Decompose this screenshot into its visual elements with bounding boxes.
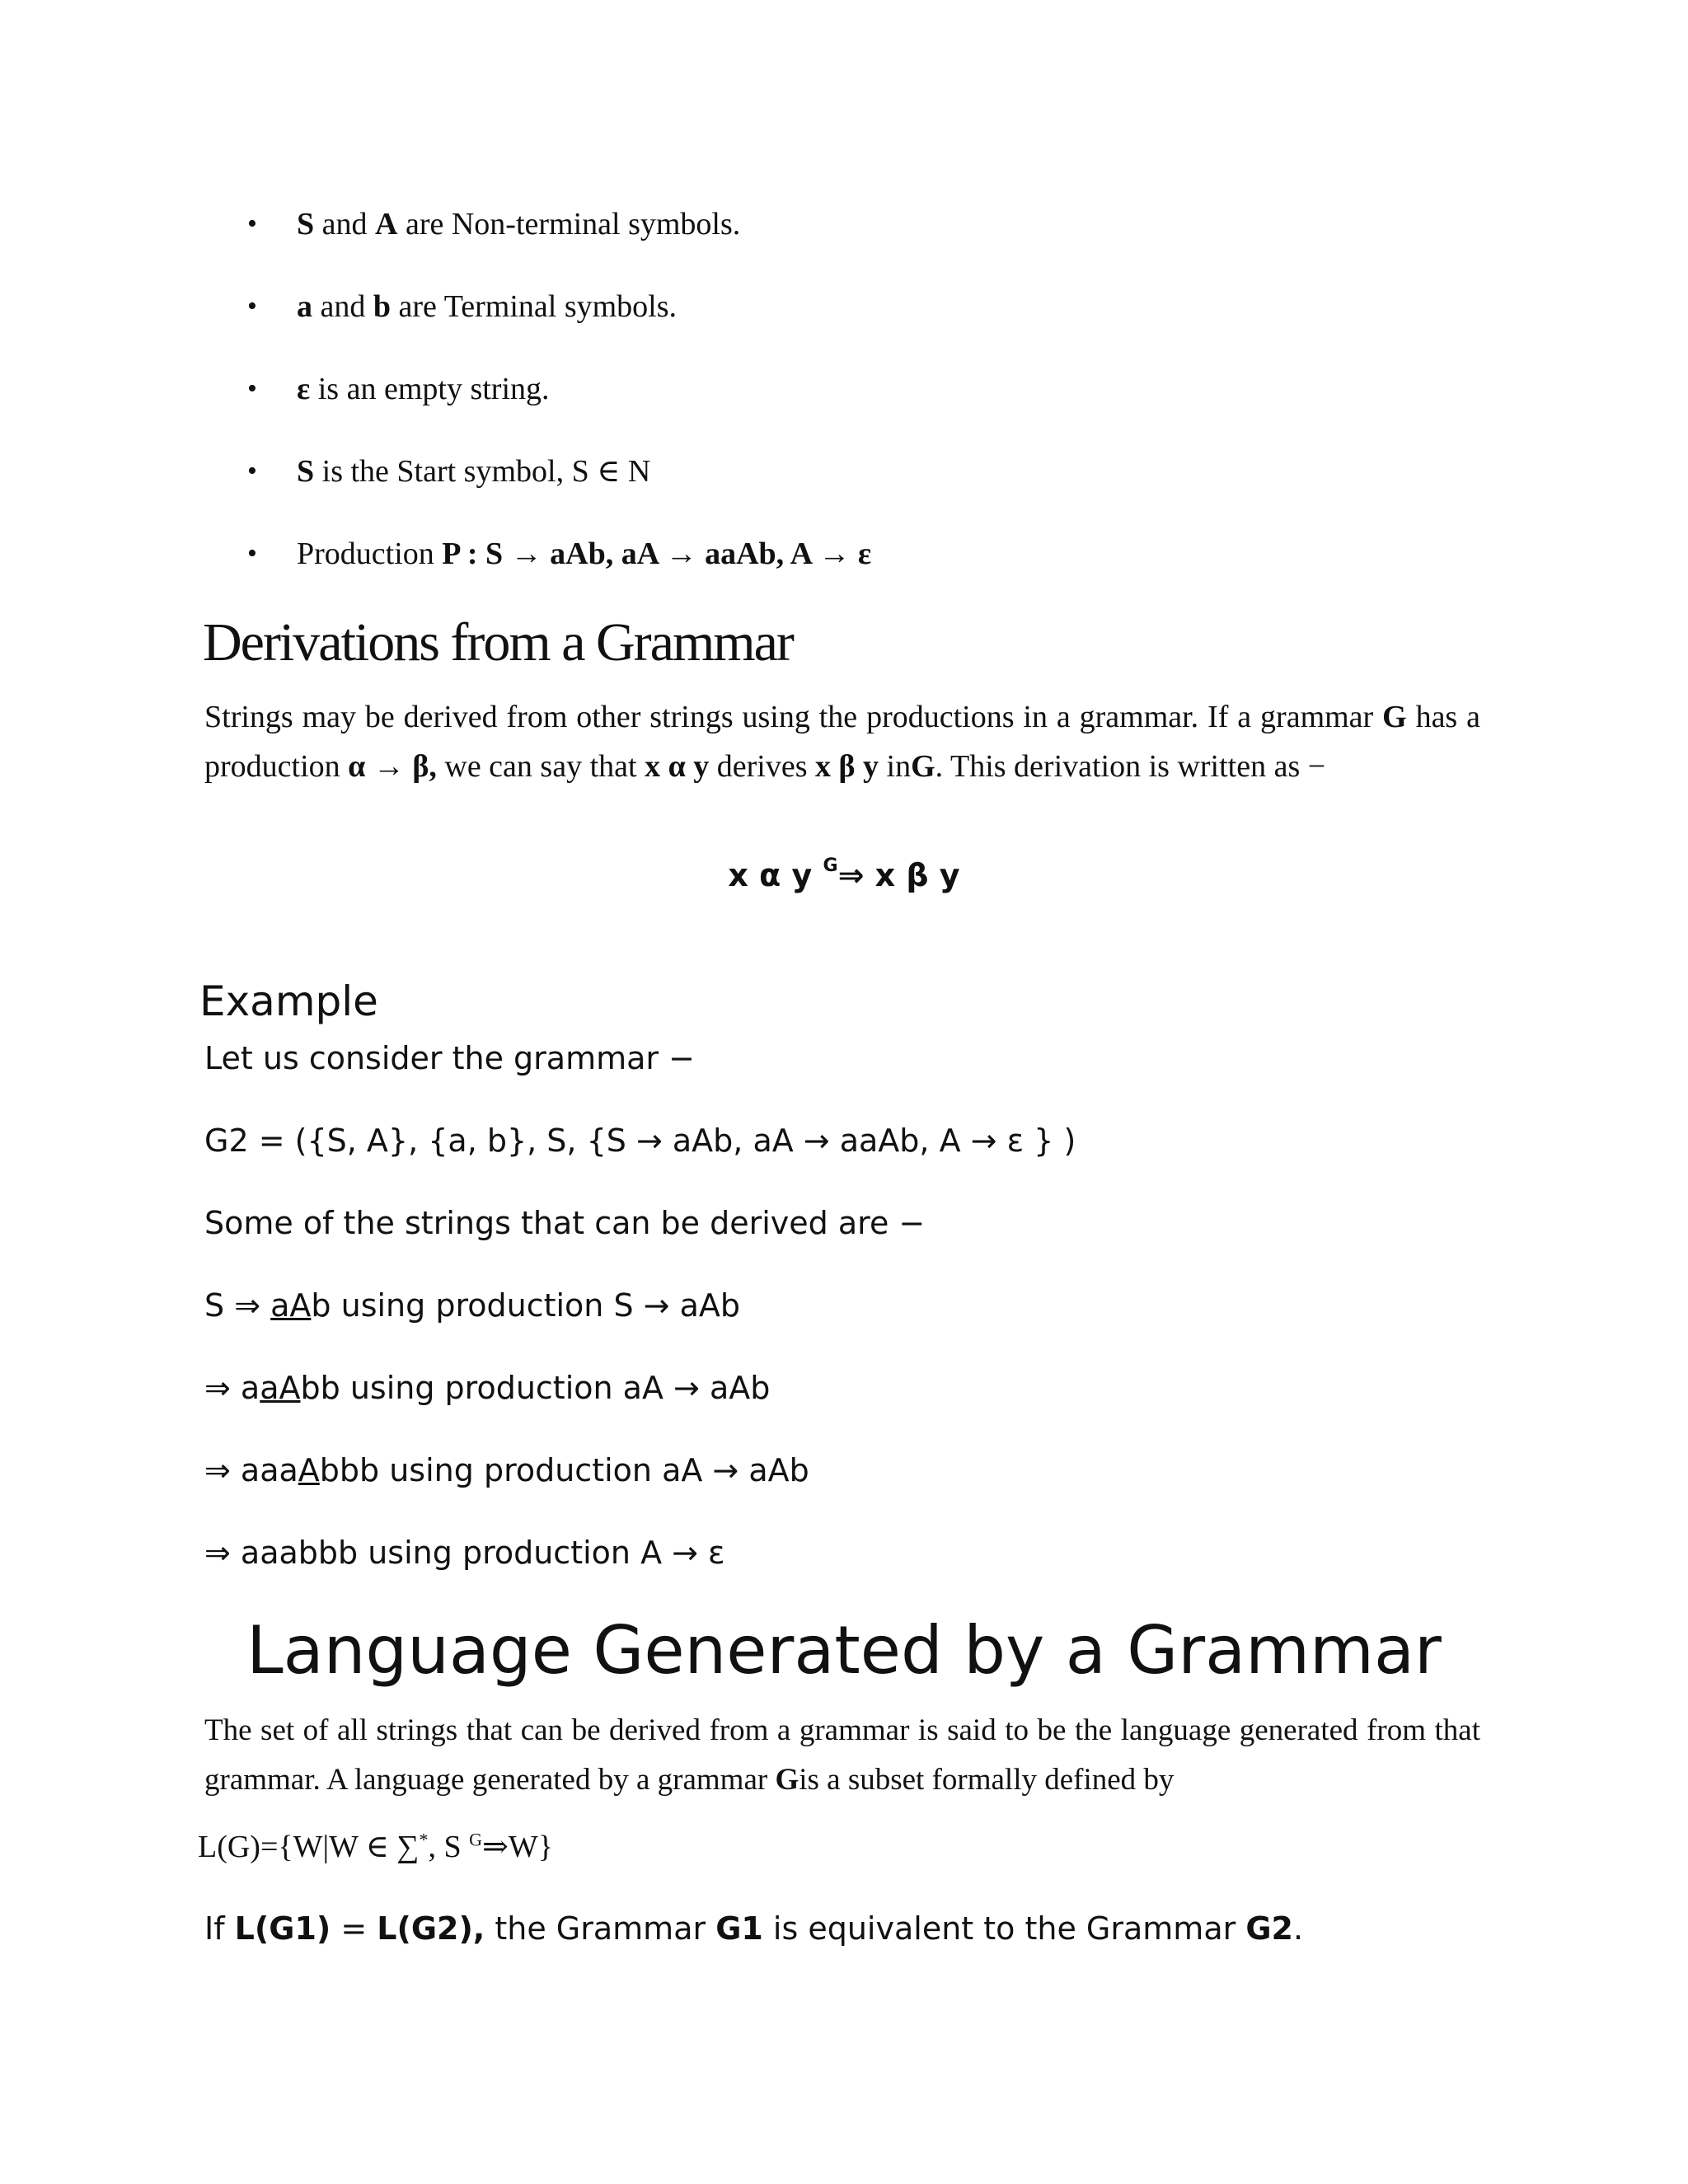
language-definition-formula [198,1828,553,1865]
example-intro: Let us consider the grammar − [204,1040,695,1076]
text: Strings may be derived from other strings using the productions in a grammar. If a grammar [204,700,1383,734]
bold-term: G1 [715,1910,763,1947]
bold-term: P : S → aAb, aA → aaAb, A → ε [442,537,872,571]
text: The set of all strings that can be derived from a grammar is said to be the language generated from that grammar. A language generated by a grammar [204,1713,1480,1797]
derivation-formula [0,857,1688,893]
bold-term: S [297,207,315,241]
text: b using production S → aAb [311,1287,740,1324]
derived-strings-intro: Some of the strings that can be derived are − [204,1205,926,1241]
derivation-step-4: ⇒ aaabbb using production A → ε [204,1535,725,1571]
text: in [879,749,912,784]
derivation-step-1 [204,1287,740,1324]
bold-term: α → β, [348,749,437,784]
language-heading: Language Generated by a Grammar [246,1612,1442,1689]
bullet-item [247,204,871,244]
text: If [204,1910,235,1947]
underlined-text: A [298,1452,320,1488]
text: Production [297,537,443,571]
text: has a production [204,700,1480,784]
bullet-item [247,452,871,491]
text: derives [709,749,816,784]
underlined-text: aA [270,1287,312,1324]
text: S ⇒ [204,1287,271,1324]
bullet-item [247,369,871,409]
text: we can say that [436,749,645,784]
bold-term: G [911,749,935,784]
bold-term: S [297,454,315,489]
text: and [312,289,373,324]
text: ⇒ x β y [837,857,960,893]
superscript: G [469,1829,483,1850]
text: are Non-terminal symbols. [397,207,741,241]
symbol-definitions-list [247,204,871,616]
bold-term: L(G1) [234,1910,331,1947]
superscript: * [419,1829,429,1850]
text: = [331,1910,377,1947]
bold-term: A [375,207,398,241]
grammar-definition: G2 = ({S, A}, {a, b}, S, {S → aAb, aA → aaAb, A → ε } ) [204,1122,1076,1159]
text: the Grammar [485,1910,716,1947]
text: , S [428,1830,470,1864]
text: L(G)={W|W ∈ ∑ [198,1830,420,1864]
bold-term: G [1382,700,1407,734]
text: are Terminal symbols. [391,289,678,324]
bullet-item [247,534,871,574]
text: and [314,207,376,241]
text: bb using production aA → aAb [300,1370,771,1406]
text: is equivalent to the Grammar [762,1910,1246,1947]
derivation-step-3 [204,1452,809,1488]
bold-term: x β y [815,749,879,784]
equivalence-statement [204,1910,1303,1947]
superscript: G [823,855,838,877]
text: . This derivation is written as − [935,749,1326,784]
derivations-paragraph [204,692,1480,791]
bold-term: L(G2), [377,1910,485,1947]
bold-term: G2 [1245,1910,1293,1947]
text: x α y [728,857,823,893]
bold-term: ε [297,372,311,406]
bold-term: b [373,289,392,324]
text: . [1292,1910,1304,1947]
text: ⇒W} [482,1830,553,1864]
bullet-item [247,287,871,326]
derivations-heading: Derivations from a Grammar [203,612,793,673]
text: is a subset formally defined by [799,1763,1175,1797]
bold-term: a [297,289,312,324]
text: is an empty string. [310,372,550,406]
bold-term: G [775,1763,799,1797]
derivation-step-2 [204,1370,770,1406]
text: is the Start symbol, S ∈ N [314,454,651,489]
underlined-text: aA [260,1370,301,1406]
text: bbb using production aA → aAb [319,1452,809,1488]
bold-term: x α y [645,749,710,784]
text: ⇒ a [204,1370,260,1406]
language-paragraph [204,1706,1480,1805]
example-heading: Example [199,977,378,1025]
text: ⇒ aaa [204,1452,298,1488]
